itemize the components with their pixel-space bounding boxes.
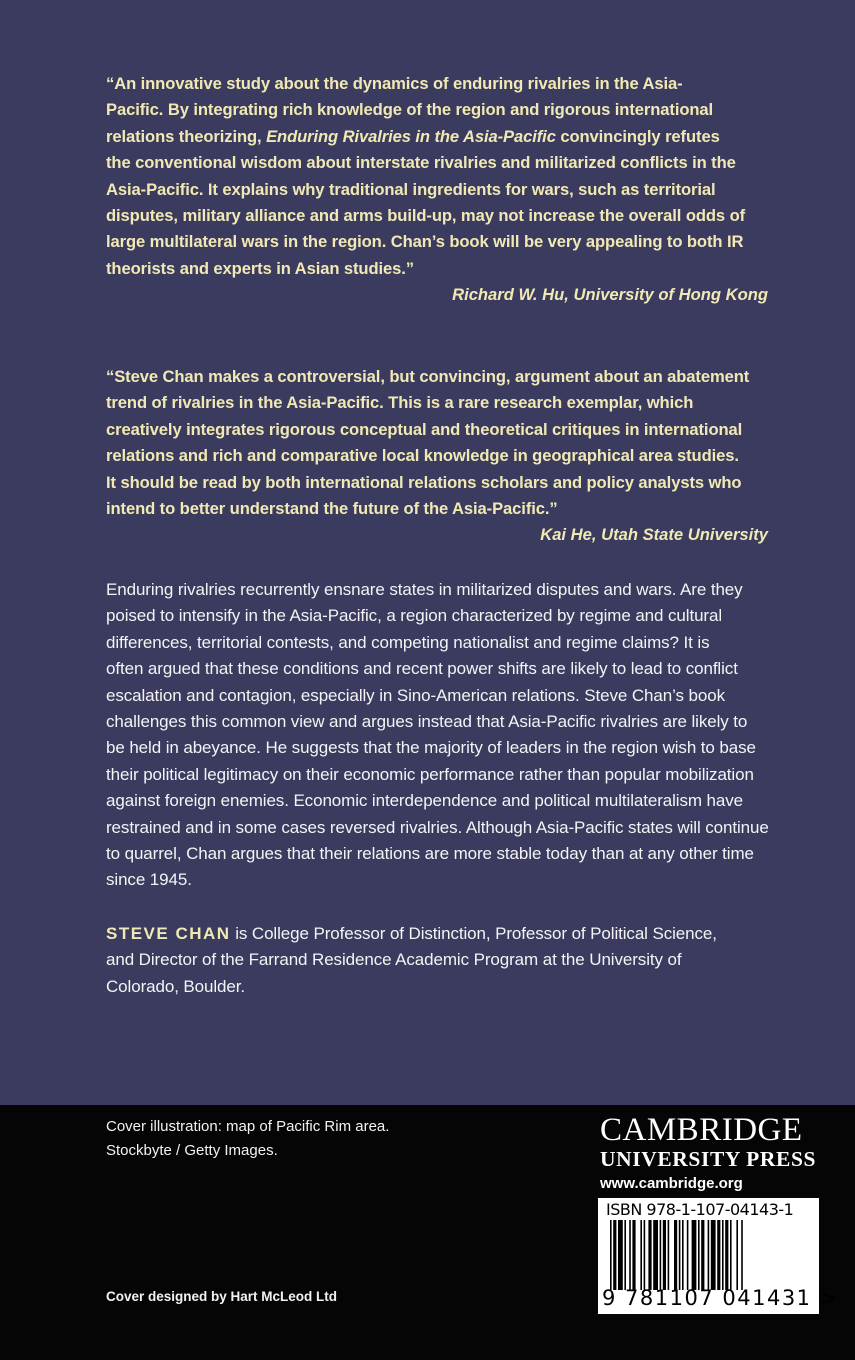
text-line [106, 177, 768, 203]
publisher-website: www.cambridge.org [600, 1175, 743, 1192]
text-line [106, 683, 769, 709]
illustration-credit [106, 1115, 389, 1163]
barcode-bar [640, 1220, 642, 1290]
text-line [106, 390, 768, 416]
text-segment: intend to better understand the future of the Asia-Pacific.” [106, 498, 558, 518]
text-line [106, 921, 717, 947]
text-segment: trend of rivalries in the Asia-Pacific. This is a rare research exemplar, which [106, 393, 694, 413]
credit-line: Cover illustration: map of Pacific Rim area. [106, 1118, 390, 1135]
barcode-bars [610, 1220, 810, 1290]
text-line [106, 735, 769, 761]
text-segment: It should be read by both international relations scholars and policy analysts who [106, 472, 742, 492]
text-line [106, 203, 768, 229]
quote-lines [106, 71, 768, 282]
barcode-bar [632, 1220, 635, 1290]
quote-attribution: Kai He, Utah State University [540, 525, 768, 545]
barcode-bar [618, 1220, 623, 1290]
publisher-subname: UNIVERSITY PRESS [600, 1147, 817, 1171]
text-segment: “Steve Chan makes a controversial, but convincing, argument about an abatement [106, 367, 750, 386]
text-segment: relations theorizing, [106, 126, 267, 146]
barcode-bar [653, 1220, 658, 1290]
text-line [106, 841, 769, 867]
text-line [106, 97, 768, 123]
text-segment: Enduring rivalries recurrently ensnare states in militarized disputes and wars. Are they [106, 580, 743, 599]
barcode-bar [708, 1220, 710, 1290]
text-line [106, 256, 768, 282]
text-segment: “An innovative study about the dynamics of enduring rivalries in the Asia- [106, 74, 683, 93]
barcode-digits: 9 781107 041431 > [602, 1286, 839, 1310]
barcode-bar [624, 1220, 626, 1290]
text-line [106, 229, 768, 255]
barcode-bar [701, 1220, 704, 1290]
barcode-bar [698, 1220, 700, 1290]
text-line [106, 709, 769, 735]
text-line [106, 762, 769, 788]
barcode-bar [741, 1220, 743, 1290]
text-segment: large multilateral wars in the region. Chan’s book will be very appealing to both IR [106, 232, 744, 252]
barcode-bar [711, 1220, 716, 1290]
text-line [106, 947, 717, 973]
text-line [106, 788, 769, 814]
text-segment: escalation and contagion, especially in Sino-American relations. Steve Chan’s book [106, 685, 725, 705]
barcode-bar [730, 1220, 732, 1290]
cambridge-logo [600, 1113, 816, 1195]
text-line [106, 815, 769, 841]
text-segment: poised to intensify in the Asia-Pacific, a region characterized by regime and cultural [106, 606, 723, 626]
barcode-bar [736, 1220, 738, 1290]
text-segment: challenges this common view and argues instead that Asia-Pacific rivalries are likely to [106, 711, 748, 731]
barcode-bar [648, 1220, 651, 1290]
barcode-bar [682, 1220, 684, 1290]
barcode-bar [663, 1220, 666, 1290]
text-line [106, 656, 769, 682]
text-segment: Pacific. By integrating rich knowledge of the region and rigorous international [106, 100, 714, 120]
description-lines [106, 577, 769, 894]
text-segment: restrained and in some cases reversed rivalries. Although Asia-Pacific states will continue [106, 817, 769, 837]
text-segment: since 1945. [106, 870, 192, 890]
text-line [106, 577, 769, 603]
text-segment: convincingly refutes [555, 126, 720, 146]
text-segment: disputes, military alliance and arms build-up, may not increase the overall odds of [106, 205, 746, 225]
barcode-bar [668, 1220, 670, 1290]
designer-credit: Cover designed by Hart McLeod Ltd [106, 1289, 338, 1304]
text-segment: to quarrel, Chan argues that their relations are more stable today than at any other time [106, 843, 754, 863]
book-title-italic: Enduring Rivalries in the Asia-Pacific [266, 126, 556, 146]
barcode-bar [687, 1220, 689, 1290]
barcode-bar [660, 1220, 662, 1290]
text-line [106, 417, 768, 443]
text-segment: Asia-Pacific. It explains why traditional ingredients for wars, such as territorial [106, 179, 716, 199]
text-segment: differences, territorial contests, and competing nationalist and regime claims? It is [106, 632, 710, 652]
text-segment: be held in abeyance. He suggests that the majority of leaders in the region wish to base [106, 738, 756, 758]
text-segment: creatively integrates rigorous conceptual and theoretical critiques in international [106, 419, 743, 439]
text-line [106, 630, 769, 656]
text-line [106, 974, 717, 1000]
review-quote-1 [106, 71, 768, 309]
text-line [106, 364, 768, 390]
cover-footer [0, 1105, 855, 1360]
quote-attribution: Richard W. Hu, University of Hong Kong [452, 285, 768, 305]
credit-line: Stockbyte / Getty Images. [106, 1142, 278, 1159]
text-segment: theorists and experts in Asian studies.” [106, 258, 414, 278]
text-segment: and Director of the Farrand Residence Academic Program at the University of [106, 950, 682, 970]
barcode-bar [674, 1220, 677, 1290]
text-line [106, 470, 768, 496]
text-segment: often argued that these conditions and recent power shifts are likely to lead to conflict [106, 659, 738, 679]
text-segment: relations and rich and comparative local knowledge in geographical area studies. [106, 446, 739, 466]
book-description [106, 577, 769, 894]
isbn-text: ISBN 978-1-107-04143-1 [606, 1200, 794, 1219]
barcode-bar [613, 1220, 616, 1290]
author-name: STEVE CHAN [106, 924, 231, 943]
bio-lines [106, 921, 717, 1000]
text-line [106, 443, 768, 469]
text-segment: their political legitimacy on their economic performance rather than popular mobilization [106, 764, 754, 784]
barcode-bar [717, 1220, 720, 1290]
quote-lines [106, 364, 768, 522]
barcode-bar [644, 1220, 646, 1290]
isbn-barcode [598, 1198, 839, 1314]
review-quote-2 [106, 364, 768, 549]
text-line [106, 150, 768, 176]
barcode-bar [722, 1220, 724, 1290]
text-line [106, 867, 769, 893]
text-line [106, 124, 768, 150]
text-line [106, 496, 768, 522]
barcode-bar [725, 1220, 728, 1290]
barcode-bar [692, 1220, 697, 1290]
publisher-name: CAMBRIDGE [600, 1112, 803, 1148]
author-bio [106, 921, 717, 1000]
barcode-bar [629, 1220, 631, 1290]
text-segment: Colorado, Boulder. [106, 976, 246, 996]
text-line [106, 71, 768, 97]
text-segment: against foreign enemies. Economic interdependence and political multilateralism have [106, 791, 744, 811]
text-line [106, 603, 769, 629]
text-segment: the conventional wisdom about interstate rivalries and militarized conflicts in the [106, 153, 736, 173]
barcode-bar [610, 1220, 612, 1290]
barcode-bar [679, 1220, 681, 1290]
text-segment: is College Professor of Distinction, Professor of Political Science, [230, 924, 717, 943]
